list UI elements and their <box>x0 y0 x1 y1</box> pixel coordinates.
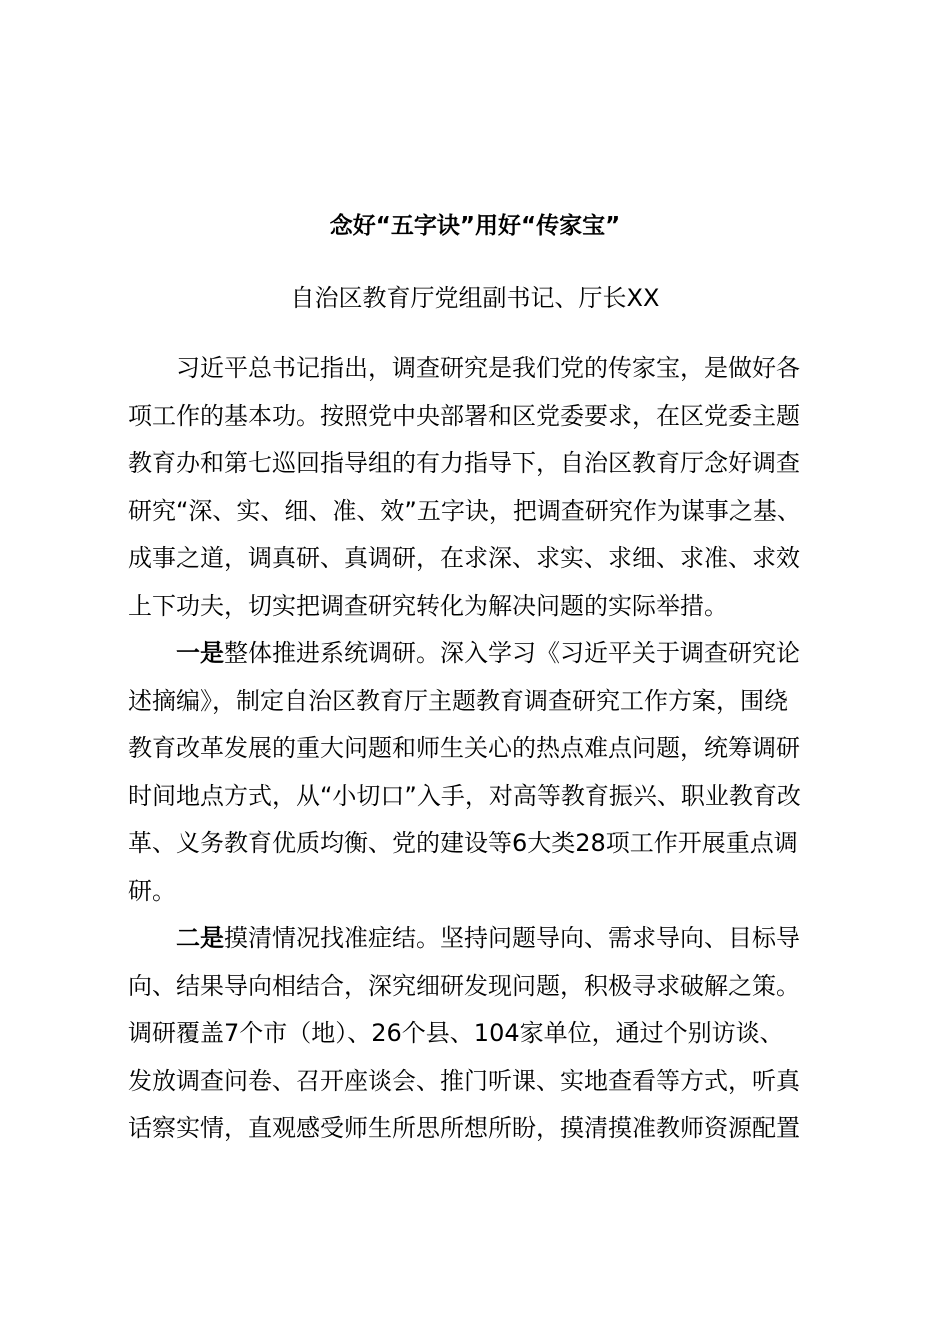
paragraph-lead: 二是 <box>176 924 224 952</box>
text-line: 时间地点方式，从“小切口”入手，对高等教育振兴、职业教育改 <box>128 781 801 810</box>
document-title: 念好“五字诀”用好“传家宝” <box>329 213 621 239</box>
text-line: 教育办和第七巡回指导组的有力指导下，自治区教育厅念好调查 <box>128 449 800 477</box>
text-line: 习近平总书记指出，调查研究是我们党的传家宝，是做好各 <box>176 354 800 382</box>
paragraph-first-line: 整体推进系统调研。深入学习《习近平关于调查研究论 <box>224 639 800 667</box>
text-line: 调研覆盖7个市（地）、26个县、104家单位，通过个别访谈、 <box>128 1019 784 1047</box>
document-body <box>128 345 846 1153</box>
text-line <box>128 915 846 963</box>
text-line: 项工作的基本功。按照党中央部署和区党委要求，在区党委主题 <box>128 401 800 430</box>
text-line: 成事之道，调真研、真调研，在求深、求实、求细、求准、求效 <box>128 544 800 572</box>
paragraph-2 <box>128 630 846 915</box>
text-line: 话察实情，直观感受师生所思所想所盼，摸清摸准教师资源配置 <box>128 1114 800 1142</box>
paragraph-3 <box>128 915 846 1153</box>
text-line: 述摘编》，制定自治区教育厅主题教育调查研究工作方案，围绕 <box>128 686 788 715</box>
text-line <box>128 630 846 678</box>
text-line: 教育改革发展的重大问题和师生关心的热点难点问题，统筹调研 <box>128 734 800 762</box>
text-line: 研究“深、实、细、准、效”五字诀，把调查研究作为谋事之基、 <box>128 496 801 525</box>
text-line: 上下功夫，切实把调查研究转化为解决问题的实际举措。 <box>128 591 728 620</box>
text-line: 发放调查问卷、召开座谈会、推门听课、实地查看等方式，听真 <box>128 1066 800 1095</box>
text-line: 研。 <box>128 876 176 905</box>
paragraph-lead: 一是 <box>176 639 224 667</box>
paragraph-first-line: 摸清情况找准症结。坚持问题导向、需求导向、目标导 <box>224 924 800 952</box>
paragraph-1 <box>128 345 846 630</box>
text-line: 革、义务教育优质均衡、党的建设等6大类28项工作开展重点调 <box>128 829 798 857</box>
document-author: 自治区教育厅党组副书记、厅长XX <box>290 284 660 312</box>
text-line: 向、结果导向相结合，深究细研发现问题，积极寻求破解之策。 <box>128 971 800 1000</box>
